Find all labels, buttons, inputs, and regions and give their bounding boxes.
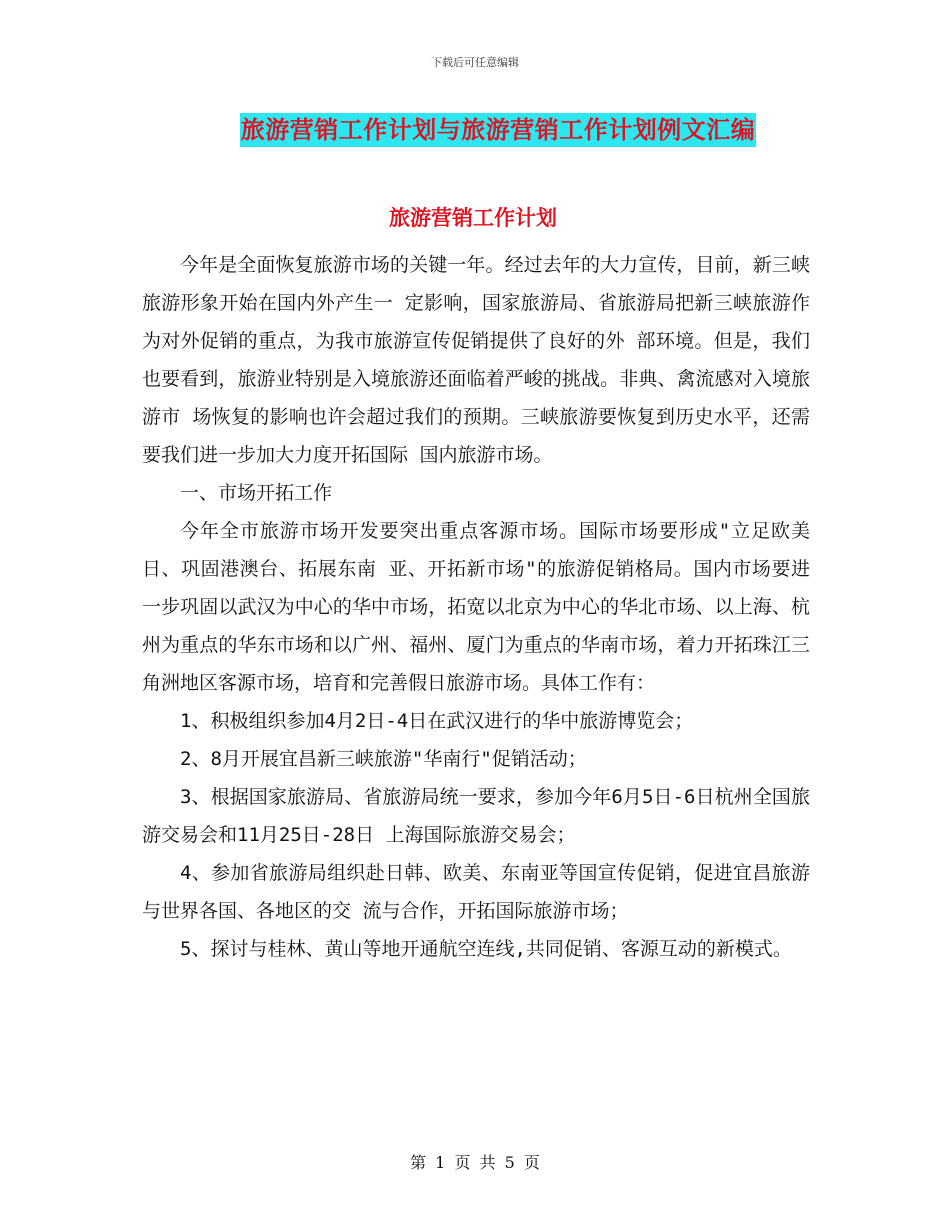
list-item-1: 1、积极组织参加4月2日-4日在武汉进行的华中旅游博览会； <box>180 710 694 732</box>
section-title: 旅游营销工作计划 <box>389 205 557 230</box>
body-text <box>142 246 810 968</box>
header-note: 下载后可任意编辑 <box>431 56 519 69</box>
list-item-2: 2、8月开展宜昌新三峡旅游"华南行"促销活动； <box>180 748 587 770</box>
heading-market-development: 一、市场开拓工作 <box>180 482 333 504</box>
main-title-container <box>0 113 950 147</box>
list-item-3: 3、根据国家旅游局、省旅游局统一要求，参加今年6月5日-6日杭州全国旅游交易会和11月25日-28日 上海国际旅游交易会； <box>142 786 810 846</box>
list-item-5: 5、探讨与桂林、黄山等地开通航空连线,共同促销、客源互动的新模式。 <box>180 938 792 960</box>
paragraph-intro: 今年是全面恢复旅游市场的关键一年。经过去年的大力宣传，目前，新三峡旅游形象开始在国内外产生一 定影响，国家旅游局、省旅游局把新三峡旅游作为对外促销的重点，为我市旅游宣传促销提供了良好的外 部环境。但是，我们也要看到，旅游业特别是入境旅游还面临着严峻的挑战。非典、禽流感对入境旅游市 场恢复的影响也许会超过我们的预期。三峡旅游要恢复到历史水平，还需要我们进一步加大力度开拓国际 国内旅游市场。 <box>142 254 810 466</box>
list-item-4: 4、参加省旅游局组织赴日韩、欧美、东南亚等国宣传促销，促进宜昌旅游与世界各国、各地区的交 流与合作，开拓国际旅游市场； <box>142 862 810 922</box>
page-footer: 第 1 页 共 5 页 <box>410 1153 540 1172</box>
paragraph-market-focus: 今年全市旅游市场开发要突出重点客源市场。国际市场要形成"立足欧美日、巩固港澳台、拓展东南 亚、开拓新市场"的旅游促销格局。国内市场要进一步巩固以武汉为中心的华中市场，拓宽以北京为中心的华北市场、以上海、杭州为重点的华东市场和以广州、福州、厦门为重点的华南市场，着力开拓珠江三 角洲地区客源市场，培育和完善假日旅游市场。具体工作有： <box>142 520 810 694</box>
main-title: 旅游营销工作计划与旅游营销工作计划例文汇编 <box>240 113 757 147</box>
